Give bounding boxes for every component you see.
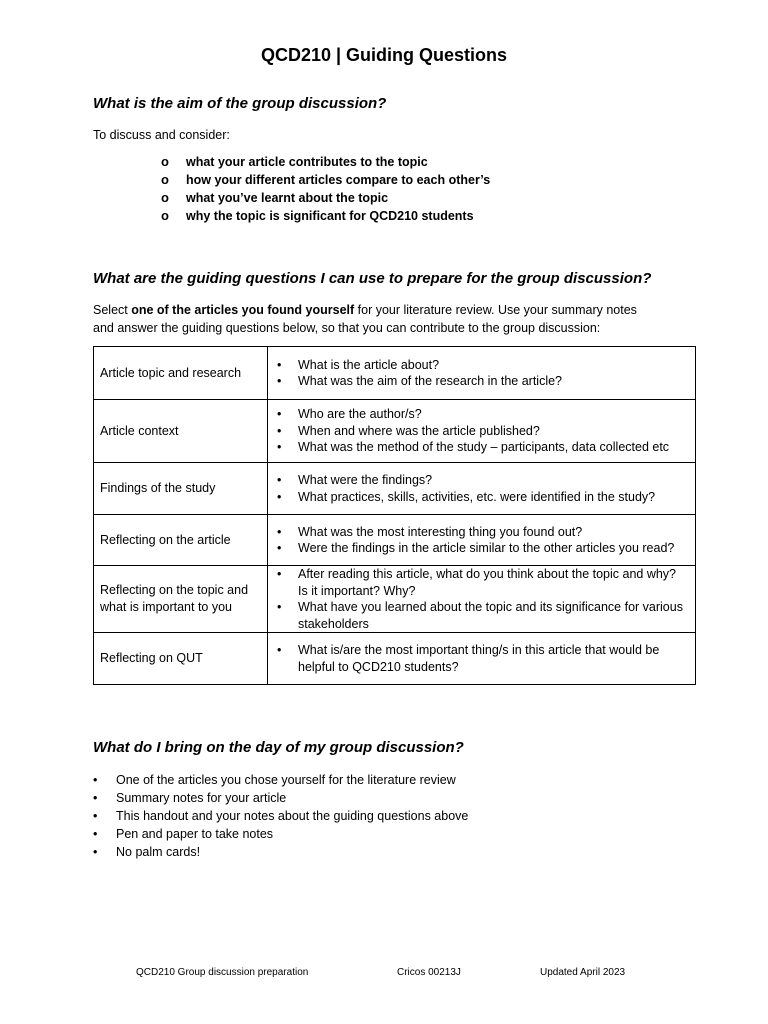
page-title: QCD210 | Guiding Questions	[260, 45, 508, 65]
table-questions-cell	[268, 347, 696, 400]
circle-bullet-icon: o	[161, 172, 169, 187]
footer-right: Updated April 2023	[540, 967, 626, 978]
footer-center: Cricos 00213J	[397, 967, 461, 978]
bullet-icon: •	[93, 773, 98, 787]
list-item: • This handout and your notes about the guiding questions above	[93, 809, 469, 823]
table-questions-cell	[268, 463, 696, 515]
table-topic-cell: Reflecting on the article	[94, 515, 268, 566]
bullet-icon: •	[93, 809, 98, 823]
table-row	[94, 463, 696, 515]
question-item: • What was the aim of the research in the article?	[277, 374, 563, 388]
bullet-icon: •	[277, 374, 282, 388]
question-item: • What practices, skills, activities, etc. were identified in the study?	[277, 489, 656, 504]
circle-bullet-icon: o	[161, 190, 169, 205]
table-row	[94, 633, 696, 685]
list-item: • No palm cards!	[93, 845, 201, 859]
list-item: • One of the articles you chose yourself for the literature review	[93, 773, 456, 787]
circle-bullet-icon: o	[161, 208, 169, 223]
guiding-questions-table	[93, 346, 696, 685]
list-item: o how your different articles compare to each other’s	[161, 172, 491, 187]
table-questions-cell	[268, 515, 696, 566]
table-questions-cell	[268, 633, 696, 685]
bullet-icon: •	[93, 827, 98, 841]
bullet-icon: •	[277, 423, 282, 438]
bring-list	[93, 771, 468, 861]
table-topic-cell: Findings of the study	[94, 463, 268, 515]
bullet-icon: •	[277, 407, 282, 422]
question-item: • After reading this article, what do you think about the topic and why? Is it important? Why?	[277, 567, 677, 598]
bullet-icon: •	[277, 440, 282, 455]
footer-left: QCD210 Group discussion preparation	[136, 967, 309, 978]
table-row	[94, 515, 696, 566]
bullet-icon: •	[277, 489, 282, 504]
table-row	[94, 566, 696, 633]
question-item: • What is the article about?	[277, 357, 440, 372]
question-item: • What were the findings?	[277, 473, 433, 487]
aim-list	[160, 153, 490, 225]
bullet-icon: •	[277, 600, 282, 614]
bullet-icon: •	[277, 643, 282, 657]
table-row	[94, 347, 696, 400]
bullet-icon: •	[277, 473, 282, 487]
section-guiding-heading: What are the guiding questions I can use to prepare for the group discussion?	[93, 270, 652, 287]
table-topic-cell: Article context	[94, 400, 268, 463]
table-questions-cell	[268, 400, 696, 463]
question-item: • What was the method of the study – participants, data collected etc	[277, 440, 670, 455]
bullet-icon: •	[93, 845, 98, 859]
list-item: o what your article contributes to the topic	[161, 154, 428, 169]
section-guiding-intro: Select one of the articles you found yourself for your literature review. Use your summary notes and answer the guiding questions below, so that you can contribute to the group discussion:	[93, 303, 637, 335]
table-questions-cell	[268, 566, 696, 633]
bullet-icon: •	[277, 524, 282, 539]
question-item: • Who are the author/s?	[277, 407, 422, 422]
list-item: o what you’ve learnt about the topic	[161, 190, 389, 205]
list-item: • Summary notes for your article	[93, 791, 287, 805]
section-aim-intro: To discuss and consider:	[93, 128, 230, 142]
list-item: o why the topic is significant for QCD210 students	[161, 208, 474, 223]
circle-bullet-icon: o	[161, 154, 169, 169]
question-item: • What was the most interesting thing you found out?	[277, 524, 583, 539]
table-topic-cell: Reflecting on QUT	[94, 633, 268, 685]
bullet-icon: •	[277, 541, 282, 555]
question-item: • What have you learned about the topic and its significance for various stakeholders	[277, 600, 683, 631]
section-bring-heading: What do I bring on the day of my group discussion?	[93, 739, 464, 756]
list-item: • Pen and paper to take notes	[93, 827, 274, 841]
emphasis-text: one of the articles you found yourself	[131, 303, 355, 317]
table-topic-cell: Reflecting on the topic and what is important to you	[94, 566, 268, 633]
table-row	[94, 400, 696, 463]
question-item: • What is/are the most important thing/s in this article that would be helpful to QCD210 students?	[277, 643, 660, 674]
bullet-icon: •	[93, 791, 98, 805]
question-item: • When and where was the article published?	[277, 423, 540, 438]
table-topic-cell: Article topic and research	[94, 347, 268, 400]
section-aim-heading: What is the aim of the group discussion?	[93, 95, 387, 112]
bullet-icon: •	[277, 567, 282, 581]
bullet-icon: •	[277, 357, 282, 372]
question-item: • Were the findings in the article similar to the other articles you read?	[277, 541, 675, 555]
